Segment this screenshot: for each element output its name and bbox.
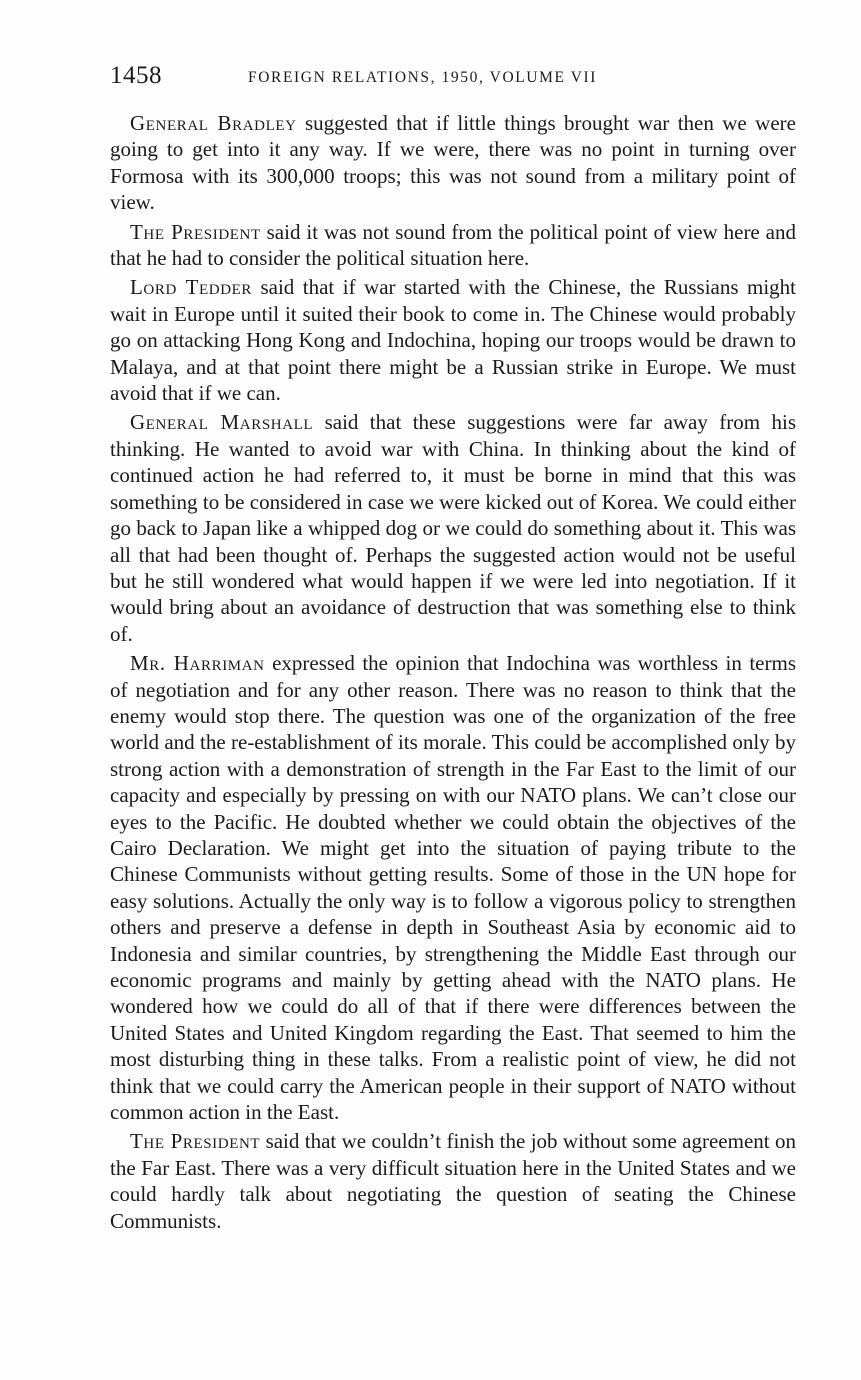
paragraph-text: said it was not sound from the political point of view here and that he had to consider the political situation here.: [110, 219, 796, 271]
page-header: [110, 62, 800, 96]
speaker-name: The President: [130, 219, 261, 244]
paragraph-text: said that if war started with the Chinese, the Russians might wait in Europe until it suited their book to come in. The Chinese would probably go on attacking Hong Kong and Indochina, hoping our troops would be drawn to Malaya, and at that point there might be a Russian strike in Europe. We must avoid that if we can.: [110, 275, 796, 406]
page-number: 1458: [110, 62, 162, 89]
speaker-name: General Marshall: [130, 410, 314, 435]
paragraph-tedder: [110, 274, 796, 406]
paragraph-president-1: [110, 219, 796, 272]
body-text: [110, 110, 796, 1237]
speaker-name: Lord Tedder: [130, 275, 253, 300]
paragraph-marshall: [110, 409, 796, 647]
paragraph-bradley: [110, 110, 796, 216]
paragraph-text: suggested that if little things brought war then we were going to get into it any way. If we were, there was no point in turning over Formosa with its 300,000 troops; this was not sound from a military point of view.: [110, 111, 796, 215]
speaker-name: The President: [130, 1129, 261, 1154]
paragraph-president-2: [110, 1128, 796, 1234]
paragraph-harriman: [110, 650, 796, 1125]
paragraph-text: expressed the opinion that Indochina was worthless in terms of negotiation and for any other reason. There was no reason to think that the enemy would stop there. The question was one of the organization of the free world and the re-establishment of its morale. This could be accomplished only by strong action with a demonstration of strength in the Far East to the limit of our capacity and especially by pressing on with our NATO plans. We can’t close our eyes to the Pacific. He doubted whether we could obtain the objectives of the Cairo Declaration. We might get into the situation of paying tribute to the Chinese Communists without getting results. Some of those in the UN hope for easy solutions. Actually the only way is to follow a vigorous policy to strengthen others and preserve a defense in depth in Southeast Asia by economic aid to Indonesia and similar countries, by strengthening the Middle East through our economic programs and mainly by getting ahead with the NATO plans. He wondered how we could do all of that if there were differences between the United States and United Kingdom regarding the East. That seemed to him the most disturbing thing in these talks. From a realistic point of view, he did not think that we could carry the American people in their support of NATO without common action in the East.: [110, 651, 796, 1125]
paragraph-text: said that these suggestions were far away from his thinking. He wanted to avoid war with China. In thinking about the kind of continued action he had referred to, it must be borne in mind that this was something to be considered in case we were kicked out of Korea. We could either go back to Japan like a whipped dog or we could do something about it. This was all that had been thought of. Perhaps the suggested action would not be useful but he still wondered what would happen if we were led into negotiation. If it would bring about an avoidance of destruction that was something else to think of.: [110, 410, 797, 646]
speaker-name: General Bradley: [130, 111, 297, 135]
running-title: FOREIGN RELATIONS, 1950, VOLUME VII: [248, 69, 598, 86]
speaker-name: Mr. Harriman: [130, 651, 265, 676]
paragraph-text: said that we couldn’t finish the job without some agreement on the Far East. There was a very difficult situation here in the United States and we could hardly talk about negotiating the question of seating the Chinese Communists.: [110, 1129, 796, 1233]
